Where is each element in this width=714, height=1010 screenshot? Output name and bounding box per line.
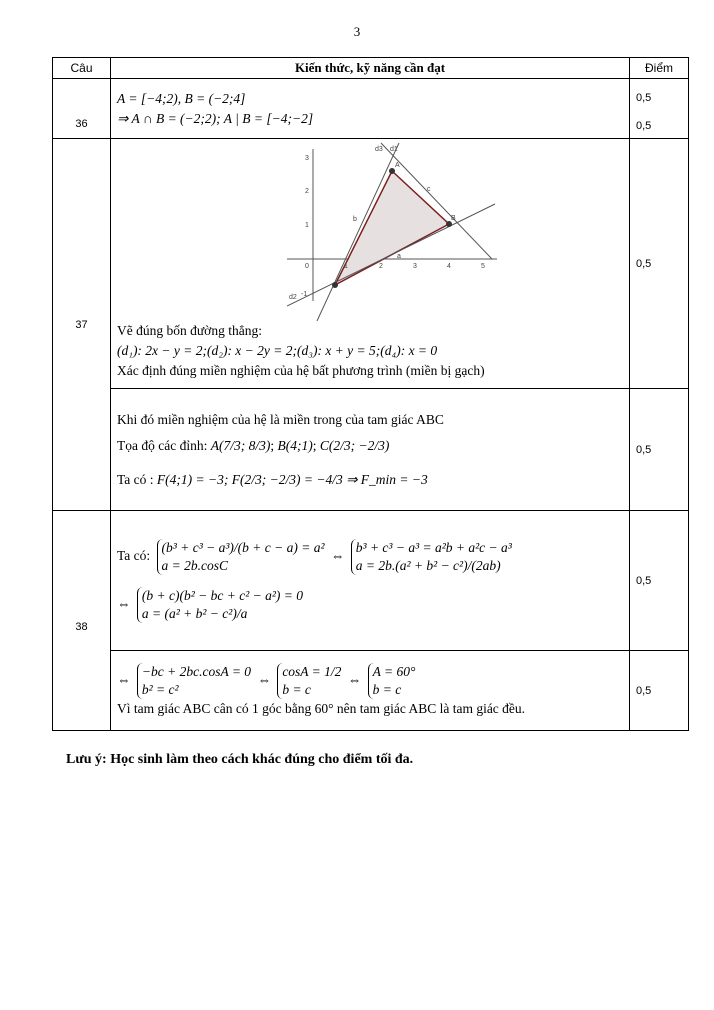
q36-line2: ⇒ A ∩ B = (−2;2); A | B = [−4;−2] [117, 110, 314, 126]
table-row-q36 [53, 79, 689, 139]
equation-system-3 [137, 587, 303, 623]
vertex-C: C(2/3; −2/3) [319, 437, 390, 453]
equation: b = c [372, 681, 402, 697]
q36-content [111, 79, 630, 139]
page-number: 3 [353, 24, 361, 39]
x-tick: 0 [305, 263, 309, 270]
header-question: Câu [53, 58, 111, 79]
equation-system-5 [277, 663, 341, 699]
score: 0,5 [630, 139, 689, 389]
graph-label: b [353, 216, 357, 223]
equation: cosA = 1/2 [282, 663, 342, 679]
table-row-q37a [53, 139, 689, 389]
f-value-2: F(2/3; −2/3) = −4/3 [231, 471, 343, 487]
q37-content-a [111, 139, 630, 389]
y-tick: 1 [305, 222, 309, 229]
equation-system-1 [157, 539, 325, 575]
equation: a = (a² + b² − c²)/a [141, 605, 248, 621]
q37-text1: Vẽ đúng bốn đường thẳng: [117, 323, 262, 338]
x-tick: 2 [379, 263, 383, 270]
q37-text2: (d₁): 2x − y = 2;(d₂): x − 2y = 2;(d₃): x + y = 5;(d₄): x = 0 [117, 343, 438, 358]
q37-text4: Khi đó miền nghiệm của hệ là miền trong của tam giác ABC [117, 411, 444, 427]
graph-label: c [427, 186, 431, 193]
score: 0,5 [636, 119, 652, 132]
ta-co-label: Ta có : [117, 471, 154, 487]
f-min: ⇒ F_min = −3 [346, 471, 428, 487]
table-header-row [53, 58, 689, 79]
score: 0,5 [630, 511, 689, 651]
table-row-q38b [53, 651, 689, 731]
grading-table [52, 57, 689, 731]
header-score: Điểm [630, 58, 689, 79]
table-row-q37b [53, 389, 689, 511]
system-graph [287, 141, 497, 321]
graph-label: A [395, 162, 400, 169]
score: 0,5 [630, 651, 689, 731]
footnote: Lưu ý: Học sinh làm theo cách khác đúng cho điểm tối đa. [66, 752, 414, 767]
graph-label: B [451, 215, 456, 222]
graph-label: a [397, 253, 401, 260]
graph-label: d2 [289, 294, 297, 301]
q38-content-a: Ta có: (b³ + c³ − a³)/(b + c − a) = a² a = 2b.cosC ⇔ b³ + c³ − a³ = a²b + a²c − a³ a = 2b.(a² + b² − c²)/(2ab) ⇔ (b + c)(b² − bc + c² − a²) = 0 a = (a² + b² − c²)/a [111, 511, 630, 651]
equation: A = 60° [372, 663, 416, 679]
q38-content-b: ⇔ −bc + 2bc.cosA = 0 b² = c² ⇔ cosA = 1/2 b = c ⇔ A = 60° b = c Vì tam giác ABC cân có 1 góc bằng 60° nên tam giác ABC là tam giác đều. [111, 651, 630, 731]
table-row-q38a [53, 511, 689, 651]
y-tick: 2 [305, 188, 309, 195]
x-tick: 5 [481, 263, 485, 270]
y-tick: 3 [305, 155, 309, 162]
x-tick: 3 [413, 263, 417, 270]
f-value-1: F(4;1) = −3; [156, 471, 229, 487]
q38-conclusion: Vì tam giác ABC cân có 1 góc bằng 60° nên tam giác ABC là tam giác đều. [117, 700, 526, 716]
x-tick: 4 [447, 263, 451, 270]
equation-system-2 [351, 539, 512, 575]
solution-region [335, 171, 449, 285]
equation: (b + c)(b² − bc + c² − a²) = 0 [141, 587, 304, 603]
equation: b = c [282, 681, 311, 697]
equation-system-4 [137, 663, 251, 699]
equation: b² = c² [141, 681, 179, 697]
equation: a = 2b.cosC [161, 557, 229, 573]
question-number: 36 [53, 79, 111, 139]
y-tick: -1 [301, 291, 308, 298]
equation: (b³ + c³ − a³)/(b + c − a) = a² [161, 539, 325, 555]
graph-label: d3 [375, 146, 383, 153]
vertices-label: Tọa độ các đỉnh: [117, 437, 208, 453]
score: 0,5 [636, 91, 652, 104]
ta-co-label: Ta có: [117, 547, 151, 563]
question-number: 38 [53, 511, 111, 731]
equation: a = 2b.(a² + b² − c²)/(2ab) [355, 557, 501, 573]
question-number: 37 [53, 139, 111, 511]
q37-content-b: Khi đó miền nghiệm của hệ là miền trong của tam giác ABC Tọa độ các đỉnh: A(7/3; 8/3); B(4;1); C(2/3; −2/3) Ta có : F(4;1) = −3; F(2/3; −2/3) = −4/3 ⇒ F_min = −3 [111, 389, 630, 511]
x-tick: 1 [344, 263, 348, 270]
point-C [332, 282, 338, 288]
q36-scores [630, 79, 689, 139]
vertex-A: A(7/3; 8/3) [210, 437, 271, 453]
equation-system-6 [368, 663, 416, 699]
equation: b³ + c³ − a³ = a²b + a²c − a³ [355, 539, 512, 555]
q36-line1: A = [−4;2), B = (−2;4] [117, 90, 246, 106]
graph-label: d1 [390, 146, 398, 153]
q37-text3: Xác định đúng miền nghiệm của hệ bất phương trình (miền bị gạch) [117, 363, 485, 378]
header-knowledge: Kiến thức, kỹ năng cần đạt [111, 58, 630, 79]
score: 0,5 [630, 389, 689, 511]
equation: −bc + 2bc.cosA = 0 [141, 663, 252, 679]
vertex-B: B(4;1) [277, 437, 313, 453]
